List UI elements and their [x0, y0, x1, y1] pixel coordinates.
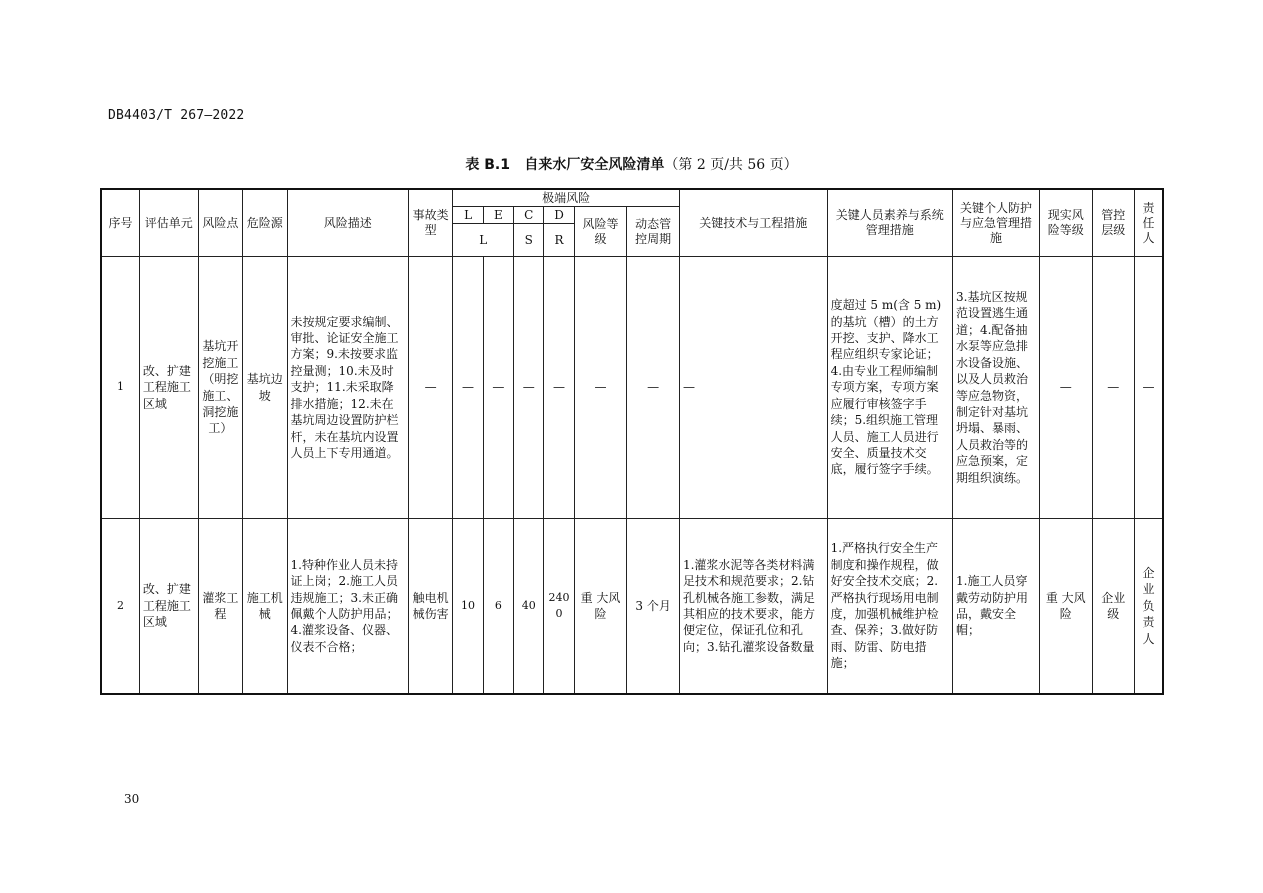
page-number: 30 [124, 792, 140, 806]
table-title [0, 154, 1263, 174]
row-accident-type: 触电机械伤害 [408, 519, 452, 695]
row-key-ppe: 1.施工人员穿戴劳动防护用品，戴安全帽； [953, 519, 1040, 695]
row-seq: 1 [101, 257, 139, 519]
row-actual-risk: 重 大风险 [1039, 519, 1092, 695]
row-risk-level: 重 大风险 [574, 519, 627, 695]
header-key-tech: 关键技术与工程措施 [679, 189, 827, 257]
header-key-personnel: 关键人员素养与系统管理措施 [827, 189, 952, 257]
row-risk-point: 基坑开挖施工（明挖施工、洞挖施工） [198, 257, 242, 519]
row-dyn-cycle: 3 个月 [627, 519, 680, 695]
row-key-tech: — [679, 257, 827, 519]
row-e: — [483, 257, 513, 519]
header-risk-desc: 风险描述 [287, 189, 408, 257]
header-c: C [514, 207, 544, 224]
row-l: — [453, 257, 483, 519]
row-key-ppe: 3.基坑区按规范设置逃生通道；4.配备抽水泵等应急排水设备设施、以及人员救治等应急物资，制定针对基坑坍塌、暴雨、人员救治等的应急预案，定期组织演练。 [953, 257, 1040, 519]
header-hazard: 危险源 [243, 189, 287, 257]
header-l2: L [453, 224, 514, 257]
header-accident-type: 事故类型 [408, 189, 452, 257]
row-key-personnel: 1.严格执行安全生产制度和操作规程，做好安全技术交底；2.严格执行现场用电制度，加强机械维护检查、保养；3.做好防雨、防雷、防电措施； [827, 519, 952, 695]
header-l: L [453, 207, 483, 224]
table-row [101, 257, 1163, 519]
standard-code: DB4403/T 267—2022 [108, 108, 245, 123]
header-extreme-risk: 极端风险 [453, 189, 680, 207]
row-risk-desc: 1.特种作业人员未持证上岗；2.施工人员违规施工；3.未正确佩戴个人防护用品；4.灌浆设备、仪器、仪表不合格； [287, 519, 408, 695]
row-risk-point: 灌浆工程 [198, 519, 242, 695]
row-control-tier: — [1092, 257, 1134, 519]
row-c: — [514, 257, 544, 519]
risk-table [100, 188, 1164, 695]
header-s: S [514, 224, 544, 257]
header-dyn-cycle: 动态管控周期 [627, 207, 680, 257]
row-responsible: 企业负责人 [1135, 519, 1163, 695]
row-accident-type: — [408, 257, 452, 519]
row-eval-unit: 改、扩建工程施工区域 [139, 257, 198, 519]
table-label: 表 B.1 [465, 157, 510, 173]
row-control-tier: 企业级 [1092, 519, 1134, 695]
header-seq: 序号 [101, 189, 139, 257]
header-e: E [483, 207, 513, 224]
row-actual-risk: — [1039, 257, 1092, 519]
row-key-tech: 1.灌浆水泥等各类材料满足技术和规范要求；2.钻孔机械各施工参数，满足其相应的技术要求，能方便定位，保证孔位和孔向；3.钻孔灌浆设备数量 [679, 519, 827, 695]
row-seq: 2 [101, 519, 139, 695]
header-eval-unit: 评估单元 [139, 189, 198, 257]
header-r: R [544, 224, 574, 257]
row-risk-level: — [574, 257, 627, 519]
row-l: 10 [453, 519, 483, 695]
row-e: 6 [483, 519, 513, 695]
row-dyn-cycle: — [627, 257, 680, 519]
row-hazard: 施工机械 [243, 519, 287, 695]
header-responsible: 责任人 [1135, 189, 1163, 257]
row-key-personnel: 度超过 5 m(含 5 m)的基坑（槽）的土方开挖、支护、降水工程应组织专家论证；4.由专业工程师编制专项方案，专项方案应履行审核签字手续；5.组织施工管理人员、施工人员进行安全、质量技术交底，履行签字手续。 [827, 257, 952, 519]
row-eval-unit: 改、扩建工程施工区域 [139, 519, 198, 695]
row-c: 40 [514, 519, 544, 695]
table-continuation: （第 2 页/共 56 页） [664, 157, 798, 173]
table-title-text: 自来水厂安全风险清单 [524, 157, 665, 173]
row-hazard: 基坑边坡 [243, 257, 287, 519]
header-actual-risk: 现实风险等级 [1039, 189, 1092, 257]
row-risk-desc: 未按规定要求编制、审批、论证安全施工方案；9.未按要求监控量测；10.未及时支护；11.未采取降排水措施；12.未在基坑周边设置防护栏杆，未在基坑内设置人员上下专用通道。 [287, 257, 408, 519]
row-d: — [544, 257, 574, 519]
row-d: 2400 [544, 519, 574, 695]
table-row [101, 519, 1163, 695]
header-key-ppe: 关键个人防护与应急管理措施 [953, 189, 1040, 257]
header-d: D [544, 207, 574, 224]
header-risk-level: 风险等级 [574, 207, 627, 257]
header-control-tier: 管控层级 [1092, 189, 1134, 257]
header-risk-point: 风险点 [198, 189, 242, 257]
row-responsible: — [1135, 257, 1163, 519]
header-row-1 [101, 189, 1163, 207]
